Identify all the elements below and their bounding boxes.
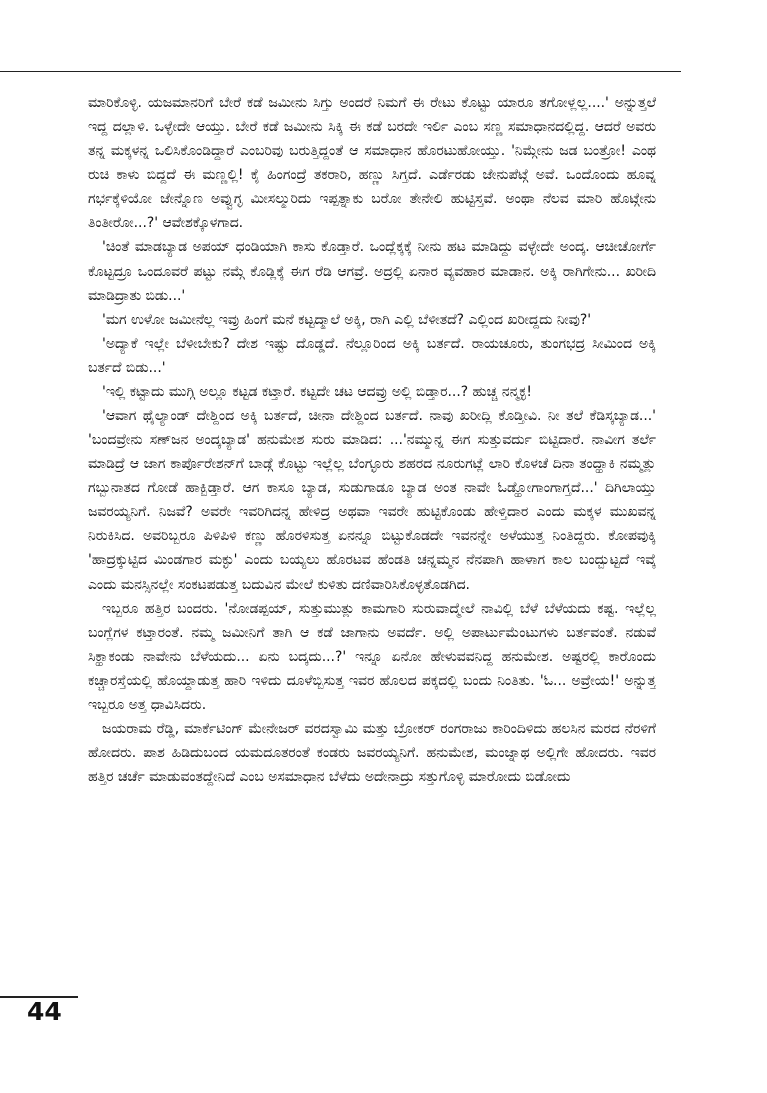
header-rule [0, 71, 681, 72]
page-number: 44 [27, 997, 62, 1026]
paragraph: ಜಯರಾಮ ರೆಡ್ಡಿ, ಮಾರ್ಕೆಟಿಂಗ್ ಮೇನೇಜರ್ ವರದಸ್ವಾಮಿ ಮತ್ತು ಬ್ರೋಕರ್ ರಂಗರಾಜು ಕಾರಿಂದಿಳಿದು ಹಲಸಿನ ಮರದ ನೆರಳಿಗೆ ಹೋದರು. ಪಾಶ ಹಿಡಿದುಬಂದ ಯಮದೂತರಂತೆ ಕಂಡರು ಜವರಯ್ಯನಿಗೆ. ಹನುಮೇಶ, ಮಂಜ್ನಾಥ ಅಲ್ಲಿಗೇ ಹೋದರು. ಇವರ ಹತ್ತಿರ ಚರ್ಚೆ ಮಾಡುವಂತದ್ದೇನಿದೆ ಎಂಬ ಅಸಮಾಧಾನ ಬೆಳೆದು ಅದೇನಾದ್ರು ಸತ್ತುಗೊಳ್ಳಿ ಮಾರೋದು ಬಿಡೋದು [88, 721, 656, 786]
paragraph: 'ಮಗ ಉಳೋ ಜಮೀನೆಲ್ಲ ಇವ್ರು ಹಿಂಗೆ ಮನೆ ಕಟ್ಟದ್ಮಾಲೆ ಅಕ್ಕಿ, ರಾಗಿ ಎಲ್ಲಿ ಬೆಳೀತದೆ? ಎಲ್ಲಿಂದ ಖರೀದ್ದದು ನೀವು?' [102, 311, 592, 328]
body-text [88, 91, 656, 991]
paragraph: ಇಬ್ಬರೂ ಹತ್ತಿರ ಬಂದರು. 'ನೋಡಪ್ಪಯ್, ಸುತ್ತುಮುತ್ಲು ಕಾಮಗಾರಿ ಸುರುವಾದ್ಮೇಲೆ ನಾವಿಲ್ಲಿ ಬೆಳೆ ಬೆಳೆಯದು ಕಷ್ಟ. ಇಲ್ಲೆಲ್ಲ ಬಂಗ್ಲೆಗಳ ಕಟ್ತಾರಂತೆ. ನಮ್ಮ ಜಮೀನಿಗೆ ತಾಗಿ ಆ ಕಡೆ ಜಾಗಾನು ಅವರ್ದೆ. ಅಲ್ಲಿ ಅಪಾರ್ಟುಮೆಂಟುಗಳು ಬರ್ತವಂತೆ. ನಡುವೆ ಸಿಕ್ಹಾಕಂಡು ನಾವೇನು ಬೆಳೆಯದು... ಏನು ಬದ್ಕದು...?' ಇನ್ನೂ ಏನೋ ಹೇಳುವವನಿದ್ದ ಹನುಮೇಶ. ಅಷ್ಟರಲ್ಲಿ ಕಾರೊಂದು ಕಚ್ಚಾರಸ್ತೆಯಲ್ಲಿ ಹೊಯ್ದಾಡುತ್ತ ಹಾರಿ ಇಳಿದು ದೂಳೆಬ್ಬಿಸುತ್ತ ಇವರ ಹೊಲದ ಪಕ್ಕದಲ್ಲಿ ಬಂದು ನಿಂತಿತು. 'ಓ... ಅವ್ರೇಯ!' ಅನ್ನುತ್ತ ಇಬ್ಬರೂ ಅತ್ತ ಧಾವಿಸಿದರು. [88, 600, 656, 713]
paragraph: ಮಾರಿಕೊಳ್ಳಿ. ಯಜಮಾನರಿಗೆ ಬೇರೆ ಕಡೆ ಜಮೀನು ಸಿಗ್ತು ಅಂದರೆ ನಿಮಗೆ ಈ ರೇಟು ಕೊಟ್ಟು ಯಾರೂ ತಗೋಳ್ಲಲ್ಲ....' ಅನ್ನುತ್ತಲೆ ಇದ್ದ ದಲ್ಲಾಳಿ. ಒಳ್ಳೇದೇ ಆಯ್ತು. ಬೇರೆ ಕಡೆ ಜಮೀನು ಸಿಕ್ಕಿ ಈ ಕಡೆ ಬರದೇ ಇರ್ಲಿ ಎಂಬ ಸಣ್ಣ ಸಮಾಧಾನದಲ್ಲಿದ್ದ. ಆದರೆ ಅವರು ತನ್ನ ಮಕ್ಕಳನ್ನ ಒಲಿಸಿಕೊಂಡಿದ್ದಾರೆ ಎಂಬರಿವು ಬರುತ್ತಿದ್ದಂತೆ ಆ ಸಮಾಧಾನ ಹೊರಟುಹೋಯ್ತು. 'ನಿಮ್ಗೇನು ಜಡ ಬಂತ್ರೋ! ಎಂಥ ರುಚಿ ಕಾಳು ಬಿದ್ದದೆ ಈ ಮಣ್ಣಲ್ಲಿ! ಕೈ ಹಿಂಗಂದ್ರೆ ತಕರಾರಿ, ಹಣ್ಣು ಸಿಗ್ತದೆ. ಎರ್ಡೆರಡು ಜೇನುಪೆಟ್ಗೆ ಅವೆ. ಒಂದೊಂದು ಹೂವ್ನ ಗರ್ಭಕ್ಕೆಳಿಯೋ ಜೇನ್ನೊಣ ಅವ್ವುಗ್ಳ ಮೀಸಲ್ಮುರಿದು ಇಪ್ಪತ್ನಾಕು ಬರೋ ತೇನೇಲಿ ಹುಟ್ಟಿಸ್ತವೆ. ಅಂಥಾ ನೆಲವ ಮಾರಿ ಹೊಟ್ಗೇನು ತಿಂತೀರೋ...?' ಆವೇಶಕ್ಕೊಳಗಾದ. [88, 95, 656, 232]
paragraph: 'ಚಿಂತೆ ಮಾಡಬ್ಯಾಡ ಅಪಯ್ ಧಂಡಿಯಾಗಿ ಕಾಸು ಕೊಡ್ತಾರೆ. ಒಂದ್ಲೆಕ್ಕಕ್ಕೆ ನೀನು ಹಟ ಮಾಡಿದ್ದು ವಳ್ಳೇದೇ ಅಂದ್ಕ. ಆಚೀಚೋರ್ಗೆ ಕೊಟ್ಟದ್ರೂ ಒಂದೂವರೆ ಪಟ್ಟು ನಮ್ಗೆ ಕೊಡ್ಲಿಕ್ಕೆ ಈಗ ರೆಡಿ ಆಗವ್ರೆ. ಅದ್ರಲ್ಲಿ ಏನಾರ ವ್ಯವಹಾರ ಮಾಡಾನ. ಅಕ್ಕಿ ರಾಗಿಗೇನು... ಖರೀದಿ ಮಾಡಿದ್ರಾತು ಬಿಡು...' [88, 239, 656, 304]
paragraph: 'ಇಲ್ಲಿ ಕಟ್ಟಾದು ಮುಗ್ಗಿ ಅಲ್ಲೂ ಕಟ್ಟಡ ಕಟ್ತಾರೆ. ಕಟ್ಟದೇ ಚಟ ಆದವ್ರು ಅಲ್ಲಿ ಬಿಡ್ತಾರ...? ಹುಚ್ಚ ನನ್ಮಕ್ಳ! [102, 383, 532, 400]
paragraph: 'ಆವಾಗ ಥೈಲ್ಯಾಂಡ್ ದೇಶ್ದಿಂದ ಅಕ್ಕಿ ಬರ್ತದೆ, ಚೀನಾ ದೇಶ್ದಿಂದ ಬರ್ತದೆ. ನಾವು ಖರೀದ್ಲಿ ಕೊಡ್ತೀವಿ. ನೀ ತಲೆ ಕೆಡಿಸ್ಕಬ್ಯಾಡ...' 'ಬಂದವ್ರೇನು ಸಣ್‌ಜನ ಅಂದ್ಕಬ್ಯಾಡ' ಹನುಮೇಶ ಸುರು ಮಾಡಿದ: ...'ನಮ್ಮುನ್ನ ಈಗ ಸುತ್ತುವರ್ದು ಬಿಟ್ಟಿದಾರೆ. ನಾವೀಗ ತರ್ಲೆ ಮಾಡಿದ್ರೆ ಆ ಜಾಗ ಕಾರ್ಪೊರೇಶನ್‌ಗೆ ಬಾಡ್ಗೆ ಕೊಟ್ಟು ಇಲ್ಲೆಲ್ಲ ಬೆಂಗ್ಳೂರು ಶಹರದ ನೂರುಗಟ್ಲೆ ಲಾರಿ ಕೊಳಚೆ ದಿನಾ ತಂದ್ಹಾಕಿ ನಮ್ಮತ್ಲು ಗಬ್ಬುನಾತದ ಗೋಡೆ ಹಾಕ್ಬಿಡ್ತಾರೆ. ಆಗ ಕಾಸೂ ಬ್ಯಾಡ, ಸುಡುಗಾಡೂ ಬ್ಯಾಡ ಅಂತ ನಾವೇ ಓಡ್ಹೋಗಾಂಗಾಗ್ತದೆ...' ದಿಗಿಲಾಯ್ತು ಜವರಯ್ಯನಿಗೆ. ನಿಜವೆ? ಅವರೇ ಇವರಿಗಿದನ್ನ ಹೇಳಿದ್ರ ಅಥವಾ ಇವರೇ ಹುಟ್ಟಿಕೊಂಡು ಹೇಳ್ತಿದಾರ ಎಂದು ಮಕ್ಕಳ ಮುಖವನ್ನ ನಿರುಕಿಸಿದ. ಅವರಿಬ್ಬರೂ ಪಿಳಿಪಿಳಿ ಕಣ್ಣು ಹೊರಳಿಸುತ್ತ ಏನನ್ನೂ ಬಿಟ್ಟುಕೊಡದೇ ಇವನನ್ನೇ ಅಳೆಯುತ್ತ ನಿಂತಿದ್ದರು. ಕೋಪವುಕ್ಕಿ 'ಹಾದ್ರಕ್ಕುಟ್ಟಿದ ಮಿಂಡಗಾರ ಮಕ್ಳು' ಎಂದು ಬಯ್ಯಲು ಹೊರಟವ ಹೆಂಡತಿ ಚನ್ನಮ್ಮನ ನೆನಪಾಗಿ ಹಾಳಾಗ ಕಾಲ ಬಂದ್ಬುಟ್ಟದೆ ಇವ್ಕೆ ಎಂದು ಮನಸ್ಸಿನಲ್ಲೇ ಸಂಕಟಪಡುತ್ತ ಬದುವಿನ ಮೇಲೆ ಕುಳಿತು ದಣಿವಾರಿಸಿಕೊಳ್ಳತೊಡಗಿದ. [88, 408, 656, 593]
paragraph: 'ಅದ್ಯಾಕೆ ಇಲ್ಲೇ ಬೆಳೀಬೇಕು? ದೇಶ ಇಷ್ಟು ದೊಡ್ಡದೆ. ನೆಲ್ಲೂರಿಂದ ಅಕ್ಕಿ ಬರ್ತದೆ. ರಾಯಚೂರು, ತುಂಗಭದ್ರ ಸೀಮಿಂದ ಅಕ್ಕಿ ಬರ್ತದೆ ಬಿಡು...' [88, 335, 656, 376]
